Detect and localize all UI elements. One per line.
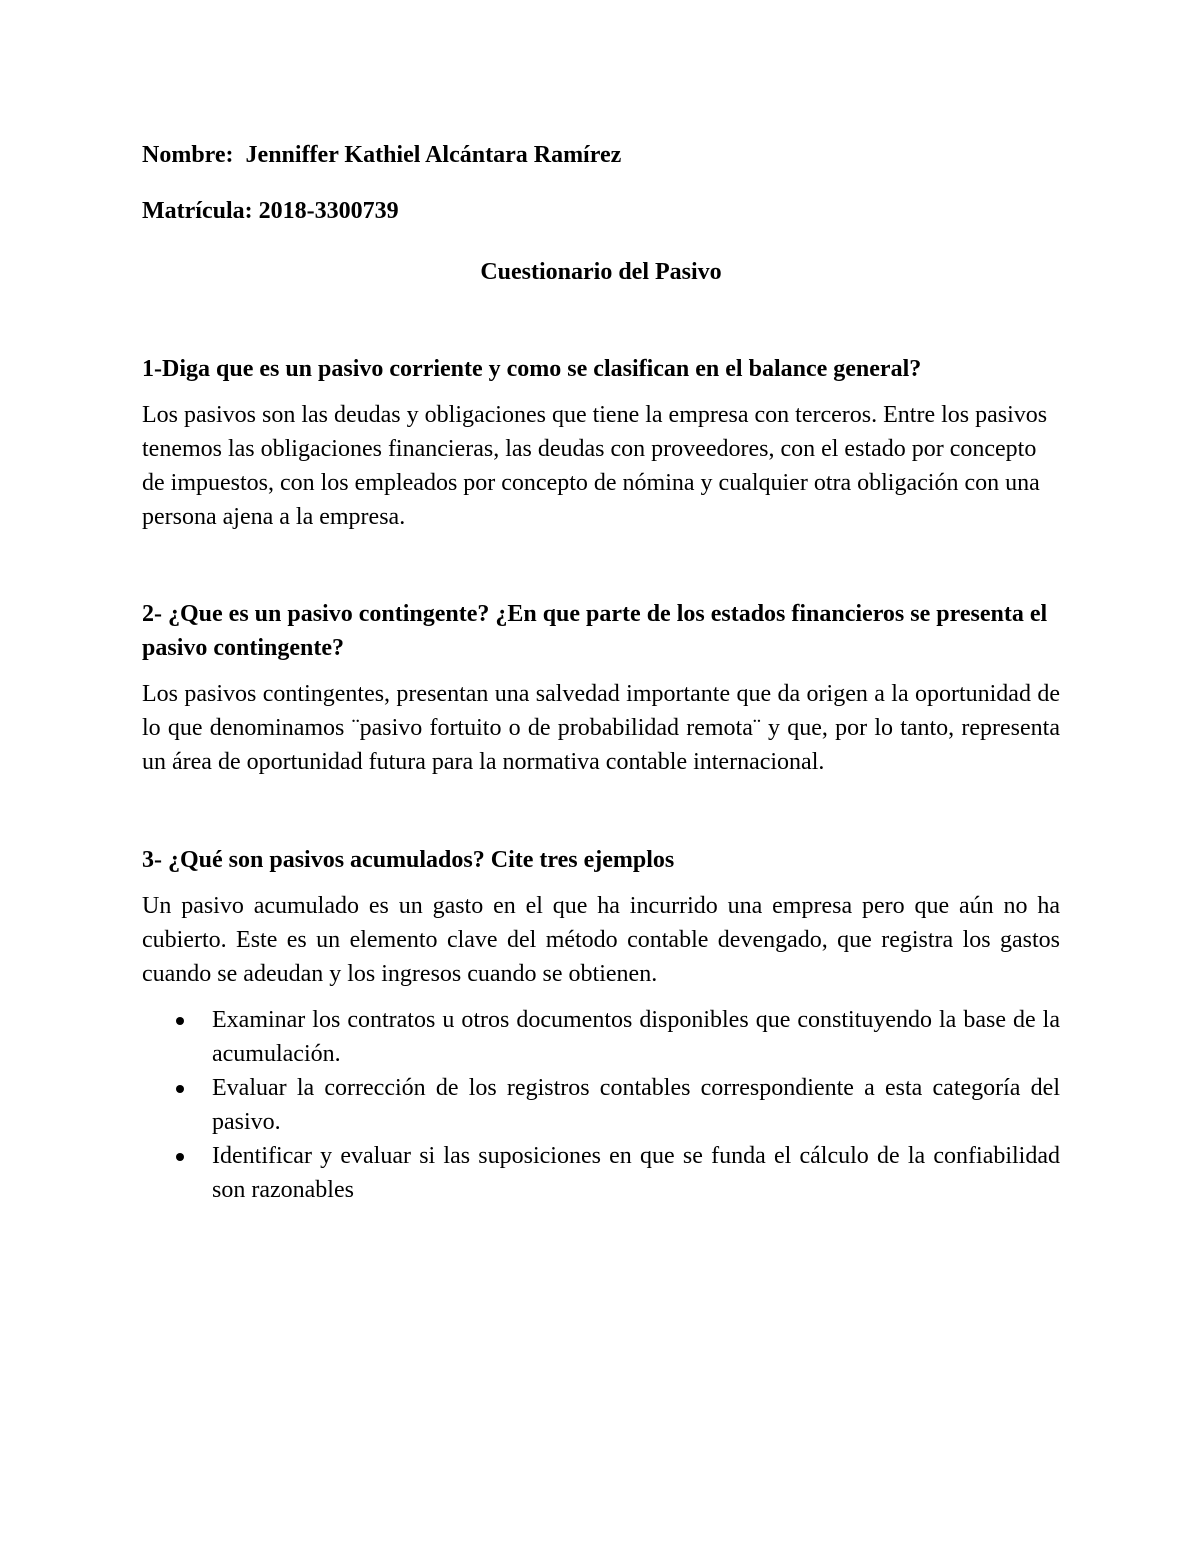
list-item-text: Examinar los contratos u otros documentos disponibles que constituyendo la base de la acumulación.: [212, 1007, 1060, 1067]
question-3: 3- ¿Qué son pasivos acumulados? Cite tres ejemplos: [142, 847, 675, 873]
question-1: 1-Diga que es un pasivo corriente y como se clasifican en el balance general?: [142, 356, 922, 382]
name-line: [142, 138, 1060, 172]
list-item: [142, 1071, 1060, 1139]
name-label: Nombre:: [142, 142, 234, 168]
bullet-icon: [176, 1085, 184, 1093]
student-name: Jenniffer Kathiel Alcántara Ramírez: [245, 142, 622, 168]
answer-1: Los pasivos son las deudas y obligaciones que tiene la empresa con terceros. Entre los pasivos tenemos las obligaciones financieras, las deudas con proveedores, con el estado por concepto de impuestos, con los empleados por concepto de nómina y cualquier otra obligación con una persona ajena a la empresa.: [142, 402, 1048, 530]
matricula-label: Matrícula:: [142, 198, 253, 224]
bullet-icon: [176, 1153, 184, 1161]
document-page: [142, 138, 1060, 1207]
list-item-text: Evaluar la corrección de los registros contables correspondiente a esta categoría del pasivo.: [212, 1075, 1060, 1135]
matricula-value: 2018-3300739: [258, 198, 399, 224]
answer-2: Los pasivos contingentes, presentan una salvedad importante que da origen a la oportunidad de lo que denominamos ¨pasivo fortuito o de probabilidad remota¨ y que, por lo tanto, representa un área de oportunidad futura para la normativa contable internacional.: [142, 681, 1060, 775]
question-2: 2- ¿Que es un pasivo contingente? ¿En que parte de los estados financieros se presenta el pasivo contingente?: [142, 601, 1048, 661]
list-item: [142, 1003, 1060, 1071]
answer-3: Un pasivo acumulado es un gasto en el que ha incurrido una empresa pero que aún no ha cubierto. Este es un elemento clave del método contable devengado, que registra los gastos cuando se adeudan y los ingresos cuando se obtienen.: [142, 893, 1060, 987]
document-title: Cuestionario del Pasivo: [480, 259, 722, 285]
examples-list: [142, 1003, 1060, 1207]
matricula-line: [142, 194, 1060, 228]
bullet-icon: [176, 1017, 184, 1025]
list-item: [142, 1139, 1060, 1207]
list-item-text: Identificar y evaluar si las suposiciones en que se funda el cálculo de la confiabilidad son razonables: [212, 1143, 1060, 1203]
